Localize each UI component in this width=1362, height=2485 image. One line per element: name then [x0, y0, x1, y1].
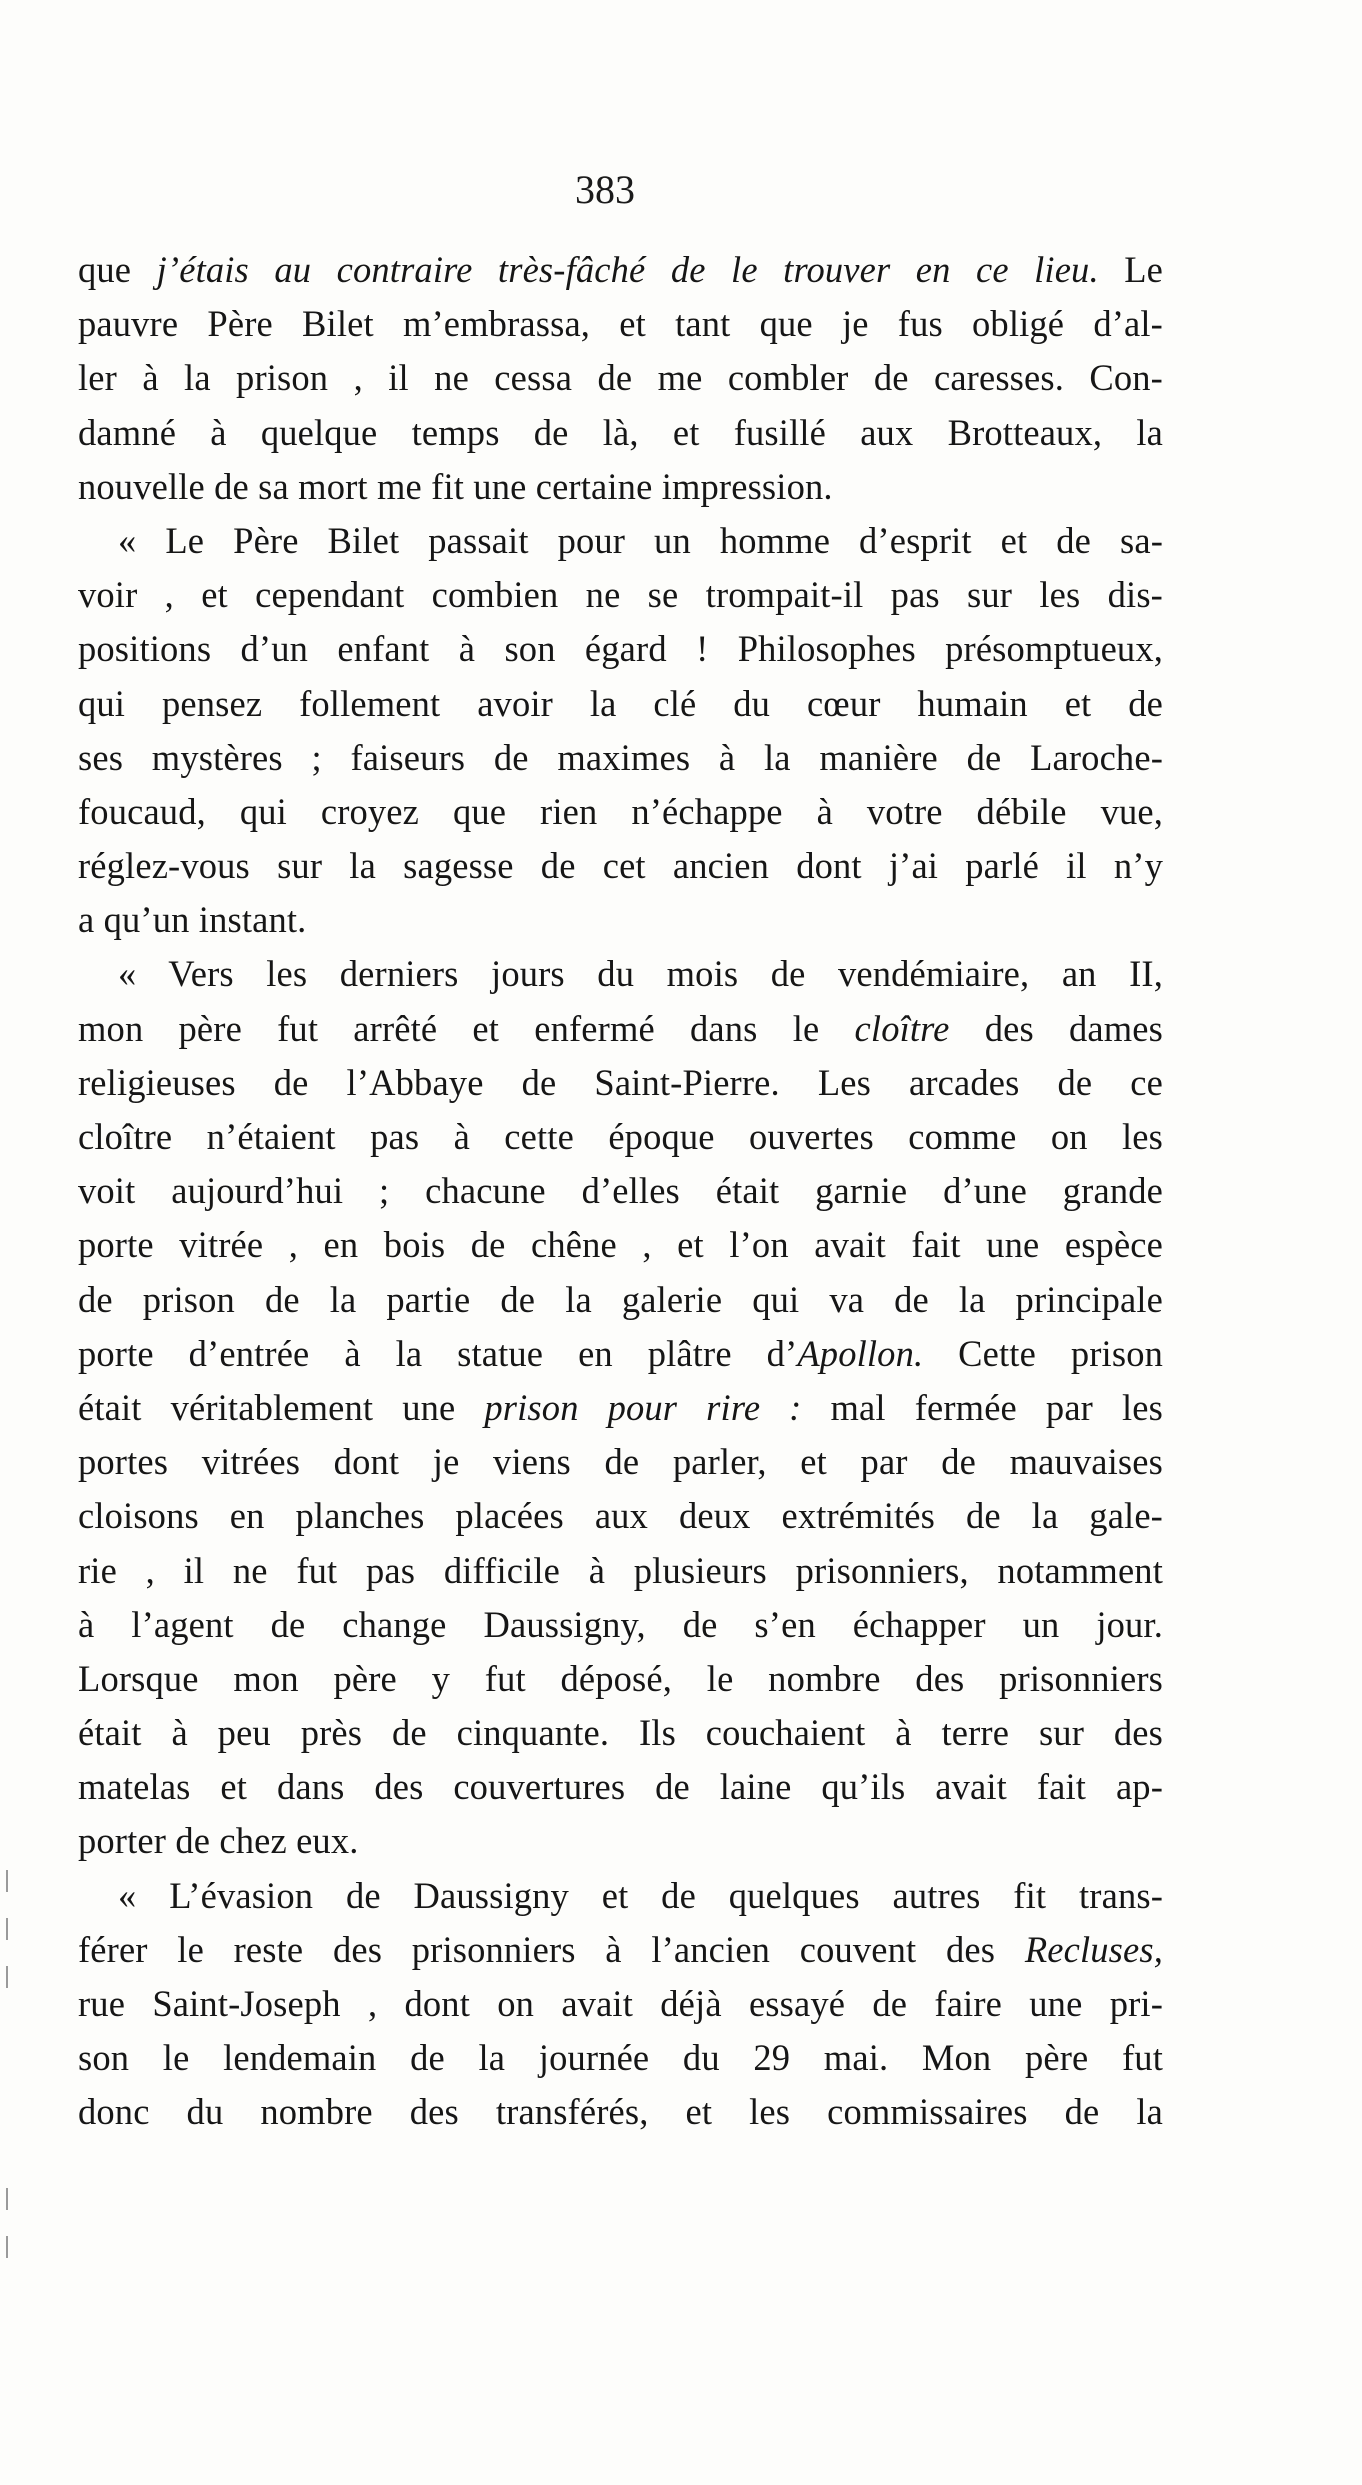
- margin-tick: [6, 2236, 8, 2258]
- text-segment: « L’évasion de Daussigny et de quelques autres fit trans-: [118, 1874, 1163, 1916]
- text-line: [78, 514, 1163, 568]
- text-line: [78, 622, 1163, 676]
- text-segment: portes vitrées dont je viens de parler, et par de mauvaises: [78, 1441, 1163, 1483]
- text-line: [78, 1598, 1163, 1652]
- margin-tick: [6, 1966, 8, 1988]
- italic-text: Recluses,: [1024, 1928, 1163, 1970]
- text-segment: rie , il ne fut pas difficile à plusieurs prisonniers, notamment: [78, 1549, 1163, 1591]
- text-segment: « Vers les derniers jours du mois de vendémiaire, an: [118, 953, 1130, 995]
- text-segment: donc du nombre des transférés, et les commissaires de la: [78, 2091, 1163, 2133]
- text-line: [78, 1923, 1163, 1977]
- margin-tick: [6, 2188, 8, 2210]
- text-line: [78, 839, 1163, 893]
- page-number: 383: [575, 167, 635, 212]
- text-line: [78, 785, 1163, 839]
- text-segment: qui pensez follement avoir la clé du cœur humain et de: [78, 682, 1163, 724]
- text-line: [78, 1164, 1163, 1218]
- text-segment: II: [1129, 953, 1154, 995]
- text-line: [78, 460, 1163, 514]
- text-line: [78, 1110, 1163, 1164]
- text-segment: ler à la prison , il ne cessa de me combler de caresses. Con-: [78, 357, 1163, 399]
- text-segment: damné à quelque temps de là, et fusillé aux Brotteaux, la: [78, 411, 1163, 453]
- text-line: [78, 568, 1163, 622]
- text-line: [78, 1381, 1163, 1435]
- text-segment: pauvre Père Bilet m’embrassa, et tant que je fus obligé d’al-: [78, 303, 1163, 345]
- text-segment: cloisons en planches placées aux deux extrémités de la gale-: [78, 1495, 1163, 1537]
- text-segment: a qu’un instant.: [78, 899, 307, 941]
- margin-tick: [6, 1918, 8, 1940]
- italic-text: prison pour rire :: [484, 1386, 802, 1428]
- text-line: [78, 1814, 1163, 1868]
- text-segment: nouvelle de sa mort me fit une certaine impression.: [78, 465, 833, 507]
- body-text: [78, 243, 1163, 2140]
- text-segment: rue Saint-Joseph , dont on avait déjà essayé de faire une pri-: [78, 1983, 1163, 2024]
- italic-text: j’étais au contraire très-fâché de le trouver en ce lieu.: [156, 249, 1099, 290]
- text-line: [78, 893, 1163, 947]
- italic-text: cloître: [854, 1007, 950, 1049]
- text-segment: porte vitrée , en bois de chêne , et l’on avait fait une espèce: [78, 1224, 1163, 1266]
- text-line: [78, 677, 1163, 731]
- text-line: [78, 351, 1163, 405]
- text-segment: que: [78, 249, 157, 290]
- text-line: [78, 297, 1163, 351]
- text-segment: férer le reste des prisonniers à l’ancien couvent des: [78, 1928, 1025, 1970]
- text-segment: de prison de la partie de la galerie qui va de la principale: [78, 1278, 1163, 1320]
- text-segment: voit aujourd’hui ; chacune d’elles était garnie d’une grande: [78, 1170, 1163, 1212]
- text-segment: voir , et cependant combien ne se trompait-il pas sur les dis-: [78, 574, 1163, 616]
- text-line: [78, 947, 1163, 1001]
- margin-marks: [6, 1870, 9, 2284]
- text-segment: foucaud, qui croyez que rien n’échappe à votre débile vue,: [78, 790, 1163, 832]
- text-line: [78, 243, 1163, 297]
- text-line: [78, 1760, 1163, 1814]
- text-line: [78, 1002, 1163, 1056]
- text-segment: réglez-vous sur la sagesse de cet ancien dont j’ai parlé il n’y: [78, 845, 1163, 887]
- text-line: [78, 1435, 1163, 1489]
- text-line: [78, 2031, 1163, 2085]
- text-line: [78, 1218, 1163, 1272]
- text-line: [78, 406, 1163, 460]
- text-segment: des dames: [949, 1007, 1163, 1049]
- text-segment: religieuses de l’Abbaye de Saint-Pierre. Les arcades de ce: [78, 1061, 1163, 1103]
- text-segment: mon père fut arrêté et enfermé dans le: [78, 1007, 855, 1049]
- margin-tick: [6, 1870, 8, 1892]
- text-segment: ,: [1153, 953, 1163, 995]
- text-segment: ses mystères ; faiseurs de maximes à la manière de Laroche-: [78, 736, 1163, 778]
- text-line: [78, 1706, 1163, 1760]
- text-segment: était véritablement une: [78, 1386, 485, 1428]
- text-line: [78, 1869, 1163, 1923]
- text-line: [78, 2085, 1163, 2139]
- text-segment: était à peu près de cinquante. Ils couchaient à terre sur des: [78, 1712, 1163, 1754]
- text-segment: porte d’entrée à la statue en plâtre d’: [78, 1332, 798, 1374]
- text-line: [78, 731, 1163, 785]
- italic-text: Apollon.: [797, 1332, 924, 1374]
- text-segment: mal fermée par les: [801, 1386, 1163, 1428]
- text-line: [78, 1056, 1163, 1110]
- text-line: [78, 1489, 1163, 1543]
- text-segment: à l’agent de change Daussigny, de s’en échapper un jour.: [78, 1603, 1163, 1645]
- text-line: [78, 1273, 1163, 1327]
- text-segment: Lorsque mon père y fut déposé, le nombre des prisonniers: [78, 1657, 1163, 1699]
- text-segment: son le lendemain de la journée du 29 mai. Mon père fut: [78, 2037, 1163, 2079]
- text-line: [78, 1327, 1163, 1381]
- text-segment: « Le Père Bilet passait pour un homme d’esprit et de sa-: [118, 519, 1163, 561]
- text-segment: Cette prison: [923, 1332, 1163, 1374]
- text-segment: matelas et dans des couvertures de laine qu’ils avait fait ap-: [78, 1766, 1163, 1808]
- text-line: [78, 1544, 1163, 1598]
- text-segment: Le: [1098, 249, 1164, 290]
- text-line: [78, 1652, 1163, 1706]
- text-segment: positions d’un enfant à son égard ! Philosophes présomptueux,: [78, 628, 1163, 670]
- text-line: [78, 1977, 1163, 2031]
- text-segment: cloître n’étaient pas à cette époque ouvertes comme on les: [78, 1116, 1163, 1157]
- text-segment: porter de chez eux.: [78, 1820, 359, 1862]
